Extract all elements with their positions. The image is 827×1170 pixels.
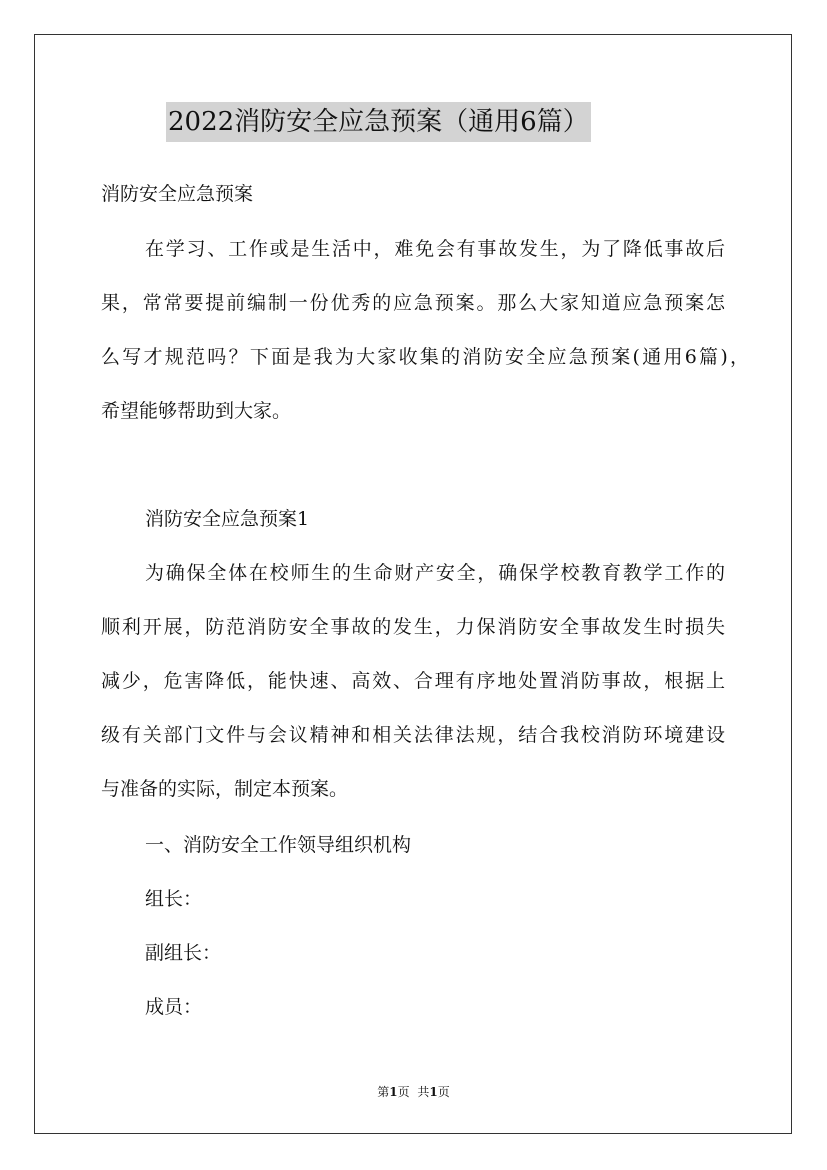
body-line-3: 减少，危害降低，能快速、高效、合理有序地处置消防事故，根据上: [101, 670, 725, 692]
page-number: 1: [389, 1085, 398, 1099]
body-line-2: 顺利开展，防范消防安全事故的发生，力保消防安全事故发生时损失: [101, 616, 725, 638]
total-label-prefix: 共: [417, 1085, 430, 1099]
total-label-suffix: 页: [437, 1085, 450, 1099]
intro-line-2: 果，常常要提前编制一份优秀的应急预案。那么大家知道应急预案怎: [101, 292, 725, 314]
role-deputy-leader: 副组长：: [145, 942, 222, 964]
page-label-prefix: 第: [377, 1085, 390, 1099]
document-heading: 消防安全应急预案: [101, 183, 254, 205]
section-title: 消防安全应急预案1: [145, 508, 310, 530]
page-footer: [0, 1084, 827, 1100]
body-line-4: 级有关部门文件与会议精神和相关法律法规，结合我校消防环境建设: [101, 724, 725, 746]
body-line-1: 为确保全体在校师生的生命财产安全，确保学校教育教学工作的: [145, 562, 725, 584]
document-title: 2022消防安全应急预案（通用6篇）: [166, 102, 591, 142]
intro-line-4: 希望能够帮助到大家。: [101, 400, 292, 422]
org-heading: 一、消防安全工作领导组织机构: [145, 834, 412, 856]
intro-line-1: 在学习、工作或是生活中，难免会有事故发生，为了降低事故后: [145, 238, 725, 260]
total-pages: 1: [429, 1085, 438, 1099]
intro-line-3: 么写才规范吗？下面是我为大家收集的消防安全应急预案(通用6篇)，: [101, 346, 749, 368]
role-leader: 组长：: [145, 888, 203, 910]
role-members: 成员：: [145, 996, 203, 1018]
body-line-5: 与准备的实际，制定本预案。: [101, 778, 349, 800]
page-label-suffix: 页: [397, 1085, 410, 1099]
